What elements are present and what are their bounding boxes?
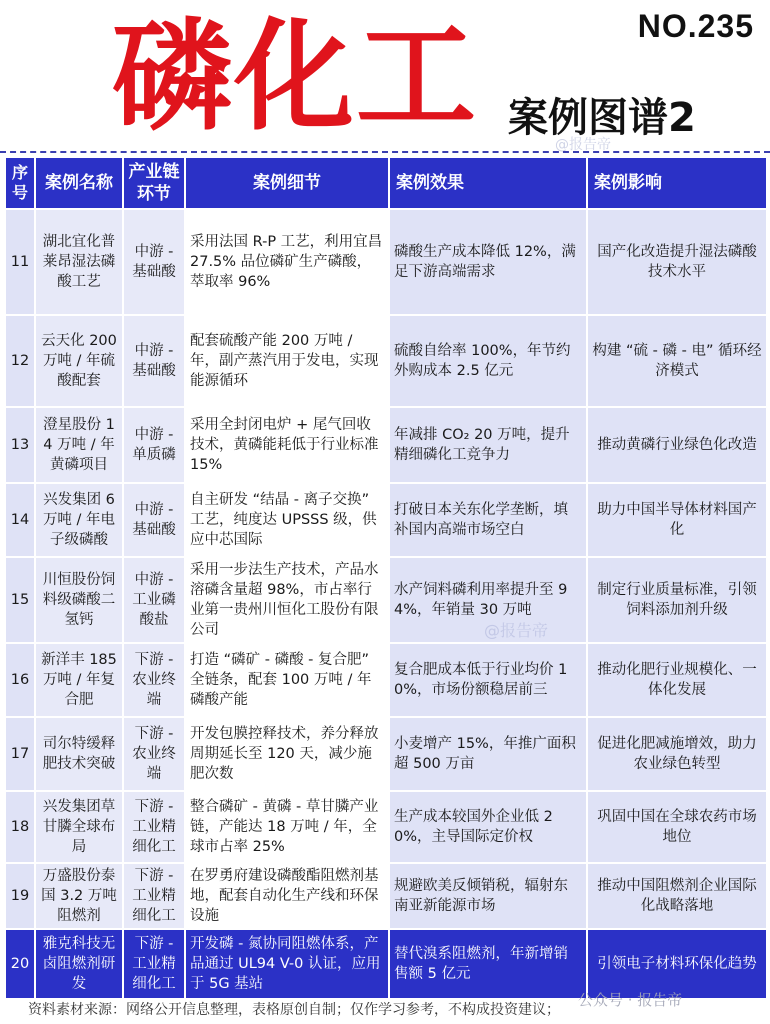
table-row [5, 643, 767, 717]
table-row [5, 717, 767, 791]
table-row [5, 483, 767, 557]
case-effect: 硫酸自给率 100%，年节约外购成本 2.5 亿元 [389, 315, 587, 407]
case-impact: 推动化肥行业规模化、一体化发展 [587, 643, 767, 717]
case-name: 澄星股份 14 万吨 / 年黄磷项目 [35, 407, 123, 483]
chain-segment: 中游 - 工业磷酸盐 [123, 557, 185, 643]
row-number: 13 [5, 407, 35, 483]
table-row [5, 791, 767, 863]
row-number: 12 [5, 315, 35, 407]
table-row [5, 407, 767, 483]
case-name: 新洋丰 185 万吨 / 年复合肥 [35, 643, 123, 717]
case-name: 司尔特缓释肥技术突破 [35, 717, 123, 791]
footer-watermark: 公众号 · 报告帝 [578, 991, 683, 1009]
case-name: 兴发集团草甘膦全球布局 [35, 791, 123, 863]
case-detail: 打造 “磷矿 - 磷酸 - 复合肥” 全链条，配套 100 万吨 / 年磷酸产能 [185, 643, 389, 717]
chain-segment: 中游 - 基础酸 [123, 483, 185, 557]
page-title: 磷化工 [112, 8, 478, 147]
chain-segment: 中游 - 单质磷 [123, 407, 185, 483]
column-header-name: 案例名称 [35, 157, 123, 209]
case-effect: 生产成本较国外企业低 20%，主导国际定价权 [389, 791, 587, 863]
column-header-detail: 案例细节 [185, 157, 389, 209]
case-detail: 开发包膜控释技术，养分释放周期延长至 120 天，减少施肥次数 [185, 717, 389, 791]
source-note: 资料素材来源：网络公开信息整理，表格原创自制；仅作学习参考，不构成投资建议； [28, 1002, 560, 1018]
case-impact: 制定行业质量标准，引领饲料添加剂升级 [587, 557, 767, 643]
case-name: 湖北宜化普莱昂湿法磷酸工艺 [35, 209, 123, 315]
row-number: 19 [5, 863, 35, 929]
row-number: 17 [5, 717, 35, 791]
case-effect: 年减排 CO₂ 20 万吨，提升精细磷化工竞争力 [389, 407, 587, 483]
case-impact: 推动中国阻燃剂企业国际化战略落地 [587, 863, 767, 929]
column-header-chain: 产业链环节 [123, 157, 185, 209]
case-impact: 国产化改造提升湿法磷酸技术水平 [587, 209, 767, 315]
column-header-effect: 案例效果 [389, 157, 587, 209]
row-number: 15 [5, 557, 35, 643]
case-name: 兴发集团 6 万吨 / 年电子级磷酸 [35, 483, 123, 557]
case-impact: 促进化肥减施增效，助力农业绿色转型 [587, 717, 767, 791]
case-effect: 小麦增产 15%，年推广面积超 500 万亩 [389, 717, 587, 791]
case-impact: 引领电子材料环保化趋势 [587, 929, 767, 999]
chain-segment: 中游 - 基础酸 [123, 315, 185, 407]
chain-segment: 下游 - 工业精细化工 [123, 791, 185, 863]
page-subtitle: 案例图谱2 [508, 95, 696, 141]
row-number: 20 [5, 929, 35, 999]
case-detail: 整合磷矿 - 黄磷 - 草甘膦产业链，产能达 18 万吨 / 年，全球市占率 25% [185, 791, 389, 863]
case-effect: 复合肥成本低于行业均价 10%，市场份额稳居前三 [389, 643, 587, 717]
row-number: 11 [5, 209, 35, 315]
case-effect: 水产饲料磷利用率提升至 94%，年销量 30 万吨 [389, 557, 587, 643]
table-row [5, 863, 767, 929]
case-detail: 配套硫酸产能 200 万吨 / 年，副产蒸汽用于发电，实现能源循环 [185, 315, 389, 407]
watermark-middle: @报告帝 [484, 621, 549, 640]
footer [0, 991, 770, 1024]
table-row [5, 557, 767, 643]
case-detail: 开发磷 - 氮协同阻燃体系，产品通过 UL94 V-0 认证，应用于 5G 基站 [185, 929, 389, 999]
case-name: 川恒股份饲料级磷酸二氢钙 [35, 557, 123, 643]
case-impact: 推动黄磷行业绿色化改造 [587, 407, 767, 483]
chain-segment: 下游 - 农业终端 [123, 717, 185, 791]
case-table [4, 156, 768, 1000]
case-name: 雅克科技无卤阻燃剂研发 [35, 929, 123, 999]
divider [0, 151, 770, 153]
case-name: 万盛股份泰国 3.2 万吨阻燃剂 [35, 863, 123, 929]
table-row [5, 209, 767, 315]
chain-segment: 中游 - 基础酸 [123, 209, 185, 315]
case-detail: 采用一步法生产技术，产品水溶磷含量超 98%，市占率行业第一贵州川恒化工股份有限公司 [185, 557, 389, 643]
column-header-no: 序号 [5, 157, 35, 209]
row-number: 14 [5, 483, 35, 557]
case-effect: 规避欧美反倾销税，辐射东南亚新能源市场 [389, 863, 587, 929]
issue-number: NO.235 [637, 8, 754, 44]
case-effect: 磷酸生产成本降低 12%，满足下游高端需求 [389, 209, 587, 315]
case-impact: 巩固中国在全球农药市场地位 [587, 791, 767, 863]
row-number: 16 [5, 643, 35, 717]
case-detail: 采用全封闭电炉 + 尾气回收技术，黄磷能耗低于行业标准 15% [185, 407, 389, 483]
chain-segment: 下游 - 农业终端 [123, 643, 185, 717]
column-header-impact: 案例影响 [587, 157, 767, 209]
case-name: 云天化 200 万吨 / 年硫酸配套 [35, 315, 123, 407]
case-effect: 打破日本关东化学垄断，填补国内高端市场空白 [389, 483, 587, 557]
row-number: 18 [5, 791, 35, 863]
chain-segment: 下游 - 工业精细化工 [123, 929, 185, 999]
case-impact: 助力中国半导体材料国产化 [587, 483, 767, 557]
case-detail: 自主研发 “结晶 - 离子交换” 工艺，纯度达 UPSSS 级，供应中芯国际 [185, 483, 389, 557]
table-row [5, 315, 767, 407]
case-detail: 采用法国 R-P 工艺，利用宜昌 27.5% 品位磷矿生产磷酸，萃取率 96% [185, 209, 389, 315]
chain-segment: 下游 - 工业精细化工 [123, 863, 185, 929]
case-detail: 在罗勇府建设磷酸酯阻燃剂基地，配套自动化生产线和环保设施 [185, 863, 389, 929]
table-header-row [5, 157, 767, 209]
case-impact: 构建 “硫 - 磷 - 电” 循环经济模式 [587, 315, 767, 407]
watermark-top: @报告帝 [555, 137, 611, 153]
case-effect: 替代溴系阻燃剂，年新增销售额 5 亿元 [389, 929, 587, 999]
